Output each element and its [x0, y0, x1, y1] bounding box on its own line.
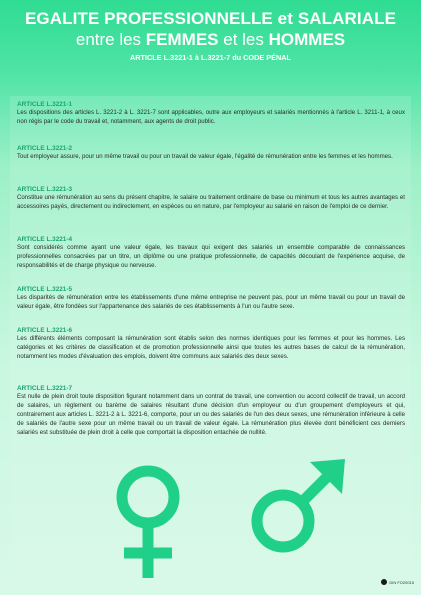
- article-3221-5: [17, 285, 405, 312]
- article-3221-1: [17, 100, 405, 127]
- article-text: Sont considérés comme ayant une valeur égale, les travaux qui exigent des salariés un ensemble comparable de connaissances professionnelles consacrées par un titre, un diplôme ou une pratique professionnelle, de capacités découlant de l'expérience acquise, de responsabilités et de charge physique ou nerveuse.: [17, 244, 405, 269]
- title-prefix: entre les: [75, 30, 146, 49]
- footer: [381, 579, 414, 585]
- title-line-2: [0, 29, 421, 50]
- article-title: ARTICLE L.3221-5: [17, 286, 73, 293]
- title-femmes: FEMMES: [145, 30, 219, 49]
- subtitle: ARTICLE L.3221-1 à L.3221-7 du CODE PÉNAL: [130, 53, 291, 62]
- article-3221-3: [17, 185, 405, 212]
- article-text: Les dispositions des articles L. 3221-2 à L. 3221-7 sont applicables, outre aux employeurs et salariés mentionnés à l'article L. 3211-1, à ceux non régis par le code du travail et, notamment, aux agents de droit public.: [17, 109, 405, 125]
- footer-ref: DIN FO20015: [389, 579, 414, 585]
- article-text: Tout employeur assure, pour un même travail ou pour un travail de valeur égale, l'égalité de rémunération entre les femmes et les hommes.: [17, 153, 393, 160]
- article-title: ARTICLE L.3221-2: [17, 145, 73, 152]
- brand-logo-icon: [381, 579, 387, 585]
- article-3221-2: [17, 144, 405, 162]
- title-hommes: HOMMES: [268, 30, 346, 49]
- article-title: ARTICLE L.3221-1: [17, 101, 73, 108]
- article-title: ARTICLE L.3221-4: [17, 236, 73, 243]
- title-line-1: EGALITE PROFESSIONNELLE et SALARIALE: [24, 9, 397, 28]
- article-3221-4: [17, 235, 405, 271]
- article-3221-7: [17, 384, 405, 438]
- article-3221-6: [17, 326, 405, 362]
- article-text: Constitue une rémunération au sens du présent chapitre, le salaire ou traitement ordinaire de base ou minimum et tous les autres avantages et accessoires payés, directement ou indirectement, en espèces ou en nature, par l'employeur au salarié en raison de l'emploi de ce dernier.: [17, 194, 405, 210]
- article-text: Les différents éléments composant la rémunération sont établis selon des normes identiques pour les femmes et pour les hommes. Les catégories et les critères de classification et de promotion professionnelle ainsi que toutes les autres bases de calcul de la rémunération, notamment les modes d'évaluation des emplois, doivent être communs aux salariés des deux sexes.: [17, 335, 405, 360]
- article-text: Les disparités de rémunération entre les établissements d'une même entreprise ne peuvent pas, pour un même travail ou pour un travail de valeur égale, être fondées sur l'appartenance des salariés de ces établissements à l'un ou l'autre sexe.: [17, 294, 405, 310]
- article-title: ARTICLE L.3221-7: [17, 385, 73, 392]
- articles-panel: [10, 96, 411, 574]
- header: [0, 0, 421, 62]
- article-title: ARTICLE L.3221-6: [17, 327, 73, 334]
- article-title: ARTICLE L.3221-3: [17, 186, 73, 193]
- article-text: Est nulle de plein droit toute disposition figurant notamment dans un contrat de travail, une convention ou accord collectif de travail, un accord de salaires, un règlement ou barème de salaires résultant d'une décision d'un employeur ou d'un groupement d'employeurs et qui, contrairement aux articles L. 3221-2 à L. 3221-6, comporte, pour un ou des salariés de l'un des deux sexes, une rémunération inférieure à celle de salariés de l'autre sexe pour un même travail ou un travail de valeur égale. La rémunération plus élevée dont bénéficient ces derniers salariés est substituée de plein droit à celle que comportait la disposition entachée de nullité.: [17, 393, 405, 436]
- title-mid: et les: [218, 30, 269, 49]
